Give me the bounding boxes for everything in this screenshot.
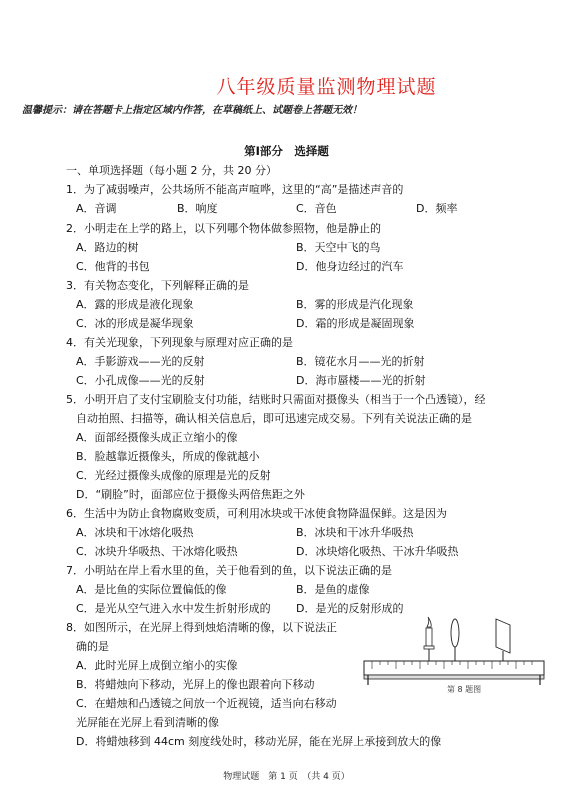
question-stem: 3．有关物态变化，下列解释正确的是 (66, 279, 249, 292)
optical-bench (364, 661, 544, 685)
question-option: D．海市蜃楼——光的折射 (296, 374, 426, 387)
question-option-continued: 光屏能在光屏上看到清晰的像 (76, 716, 219, 729)
light-screen-icon (496, 619, 510, 661)
question-option: D．他身边经过的汽车 (296, 260, 404, 273)
question-option: B．雾的形成是汽化现象 (296, 298, 414, 311)
question-option: C．冰的形成是凝华现象 (76, 317, 194, 330)
candle-icon (424, 617, 434, 661)
question-stem: 7．小明站在岸上看水里的鱼，关于他看到的鱼，以下说法正确的是 (66, 564, 392, 577)
page-footer: 物理试题 第 1 页 （共 4 页） (223, 772, 350, 782)
question-option: D．霜的形成是凝固现象 (296, 317, 415, 330)
question-option: D．频率 (416, 202, 458, 215)
exam-title: 八年级质量监测物理试题 (216, 76, 437, 98)
question-stem: 5．小明开启了支付宝刷脸支付功能，结账时只需面对摄像头（相当于一个凸透镜），经 (66, 393, 486, 406)
question-stem-continued: 自动拍照、扫描等，确认相关信息后，即可迅速完成交易。下列有关说法正确的是 (76, 412, 472, 425)
question-option: A．是比鱼的实际位置偏低的像 (76, 583, 227, 596)
question-stem: 6．生活中为防止食物腐败变质，可利用冰块或干冰使食物降温保鲜。这是因为 (66, 507, 447, 520)
question-option: D．冰块熔化吸热、干冰升华吸热 (296, 545, 459, 558)
optical-bench-figure (360, 615, 550, 695)
figure-caption: 第 8 题图 (447, 685, 482, 694)
question-stem: 8．如图所示，在光屏上得到烛焰清晰的像，以下说法正 (66, 621, 337, 634)
question-option: A．此时光屏上成倒立缩小的实像 (76, 659, 238, 672)
question-option: C．冰块升华吸热、干冰熔化吸热 (76, 545, 238, 558)
question-option: A．露的形成是液化现象 (76, 298, 194, 311)
question-stem: 2．小明走在上学的路上，以下列哪个物体做参照物，他是静止的 (66, 222, 381, 235)
question-option: C．在蜡烛和凸透镜之间放一个近视镜，适当向右移动 (76, 697, 337, 710)
question-option: D．“刷脸”时，面部应位于摄像头两倍焦距之外 (76, 488, 305, 501)
section-title: 第Ⅰ部分 选择题 (244, 144, 329, 158)
question-option: A．路边的树 (76, 241, 139, 254)
question-option: C．音色 (296, 202, 337, 215)
instruction-tip: 温馨提示：请在答题卡上指定区域内作答，在草稿纸上、试题卷上答题无效！ (22, 105, 362, 116)
question-option: A．音调 (76, 202, 117, 215)
question-option: A．冰块和干冰熔化吸热 (76, 526, 194, 539)
question-option: C．光经过摄像头成像的原理是光的反射 (76, 469, 271, 482)
question-stem-continued: 确的是 (76, 640, 109, 653)
question-option: D．将蜡烛移到 44cm 刻度线处时，移动光屏，能在光屏上承接到放大的像 (76, 735, 442, 748)
question-option: C．小孔成像——光的反射 (76, 374, 205, 387)
question-option: B．脸越靠近摄像头，所成的像就越小 (76, 450, 260, 463)
question-option: B．是鱼的虚像 (296, 583, 370, 596)
convex-lens-icon (451, 619, 459, 661)
part-heading: 一、单项选择题（每小题 2 分，共 20 分） (66, 164, 277, 177)
question-option: B．天空中飞的鸟 (296, 241, 381, 254)
question-option: A．手影游戏——光的反射 (76, 355, 205, 368)
question-option: A．面部经摄像头成正立缩小的像 (76, 431, 238, 444)
question-option: C．他背的书包 (76, 260, 150, 273)
question-option: B．镜花水月——光的折射 (296, 355, 425, 368)
question-stem: 4．有关光现象，下列现象与原理对应正确的是 (66, 336, 293, 349)
question-option: C．是光从空气进入水中发生折射形成的 (76, 602, 271, 615)
question-option: B．冰块和干冰升华吸热 (296, 526, 414, 539)
question-stem: 1．为了减弱噪声，公共场所不能高声喧哗，这里的“高”是描述声音的 (66, 183, 404, 196)
question-option: D．是光的反射形成的 (296, 602, 404, 615)
question-option: B．响度 (177, 202, 218, 215)
question-option: B．将蜡烛向下移动，光屏上的像也跟着向下移动 (76, 678, 315, 691)
